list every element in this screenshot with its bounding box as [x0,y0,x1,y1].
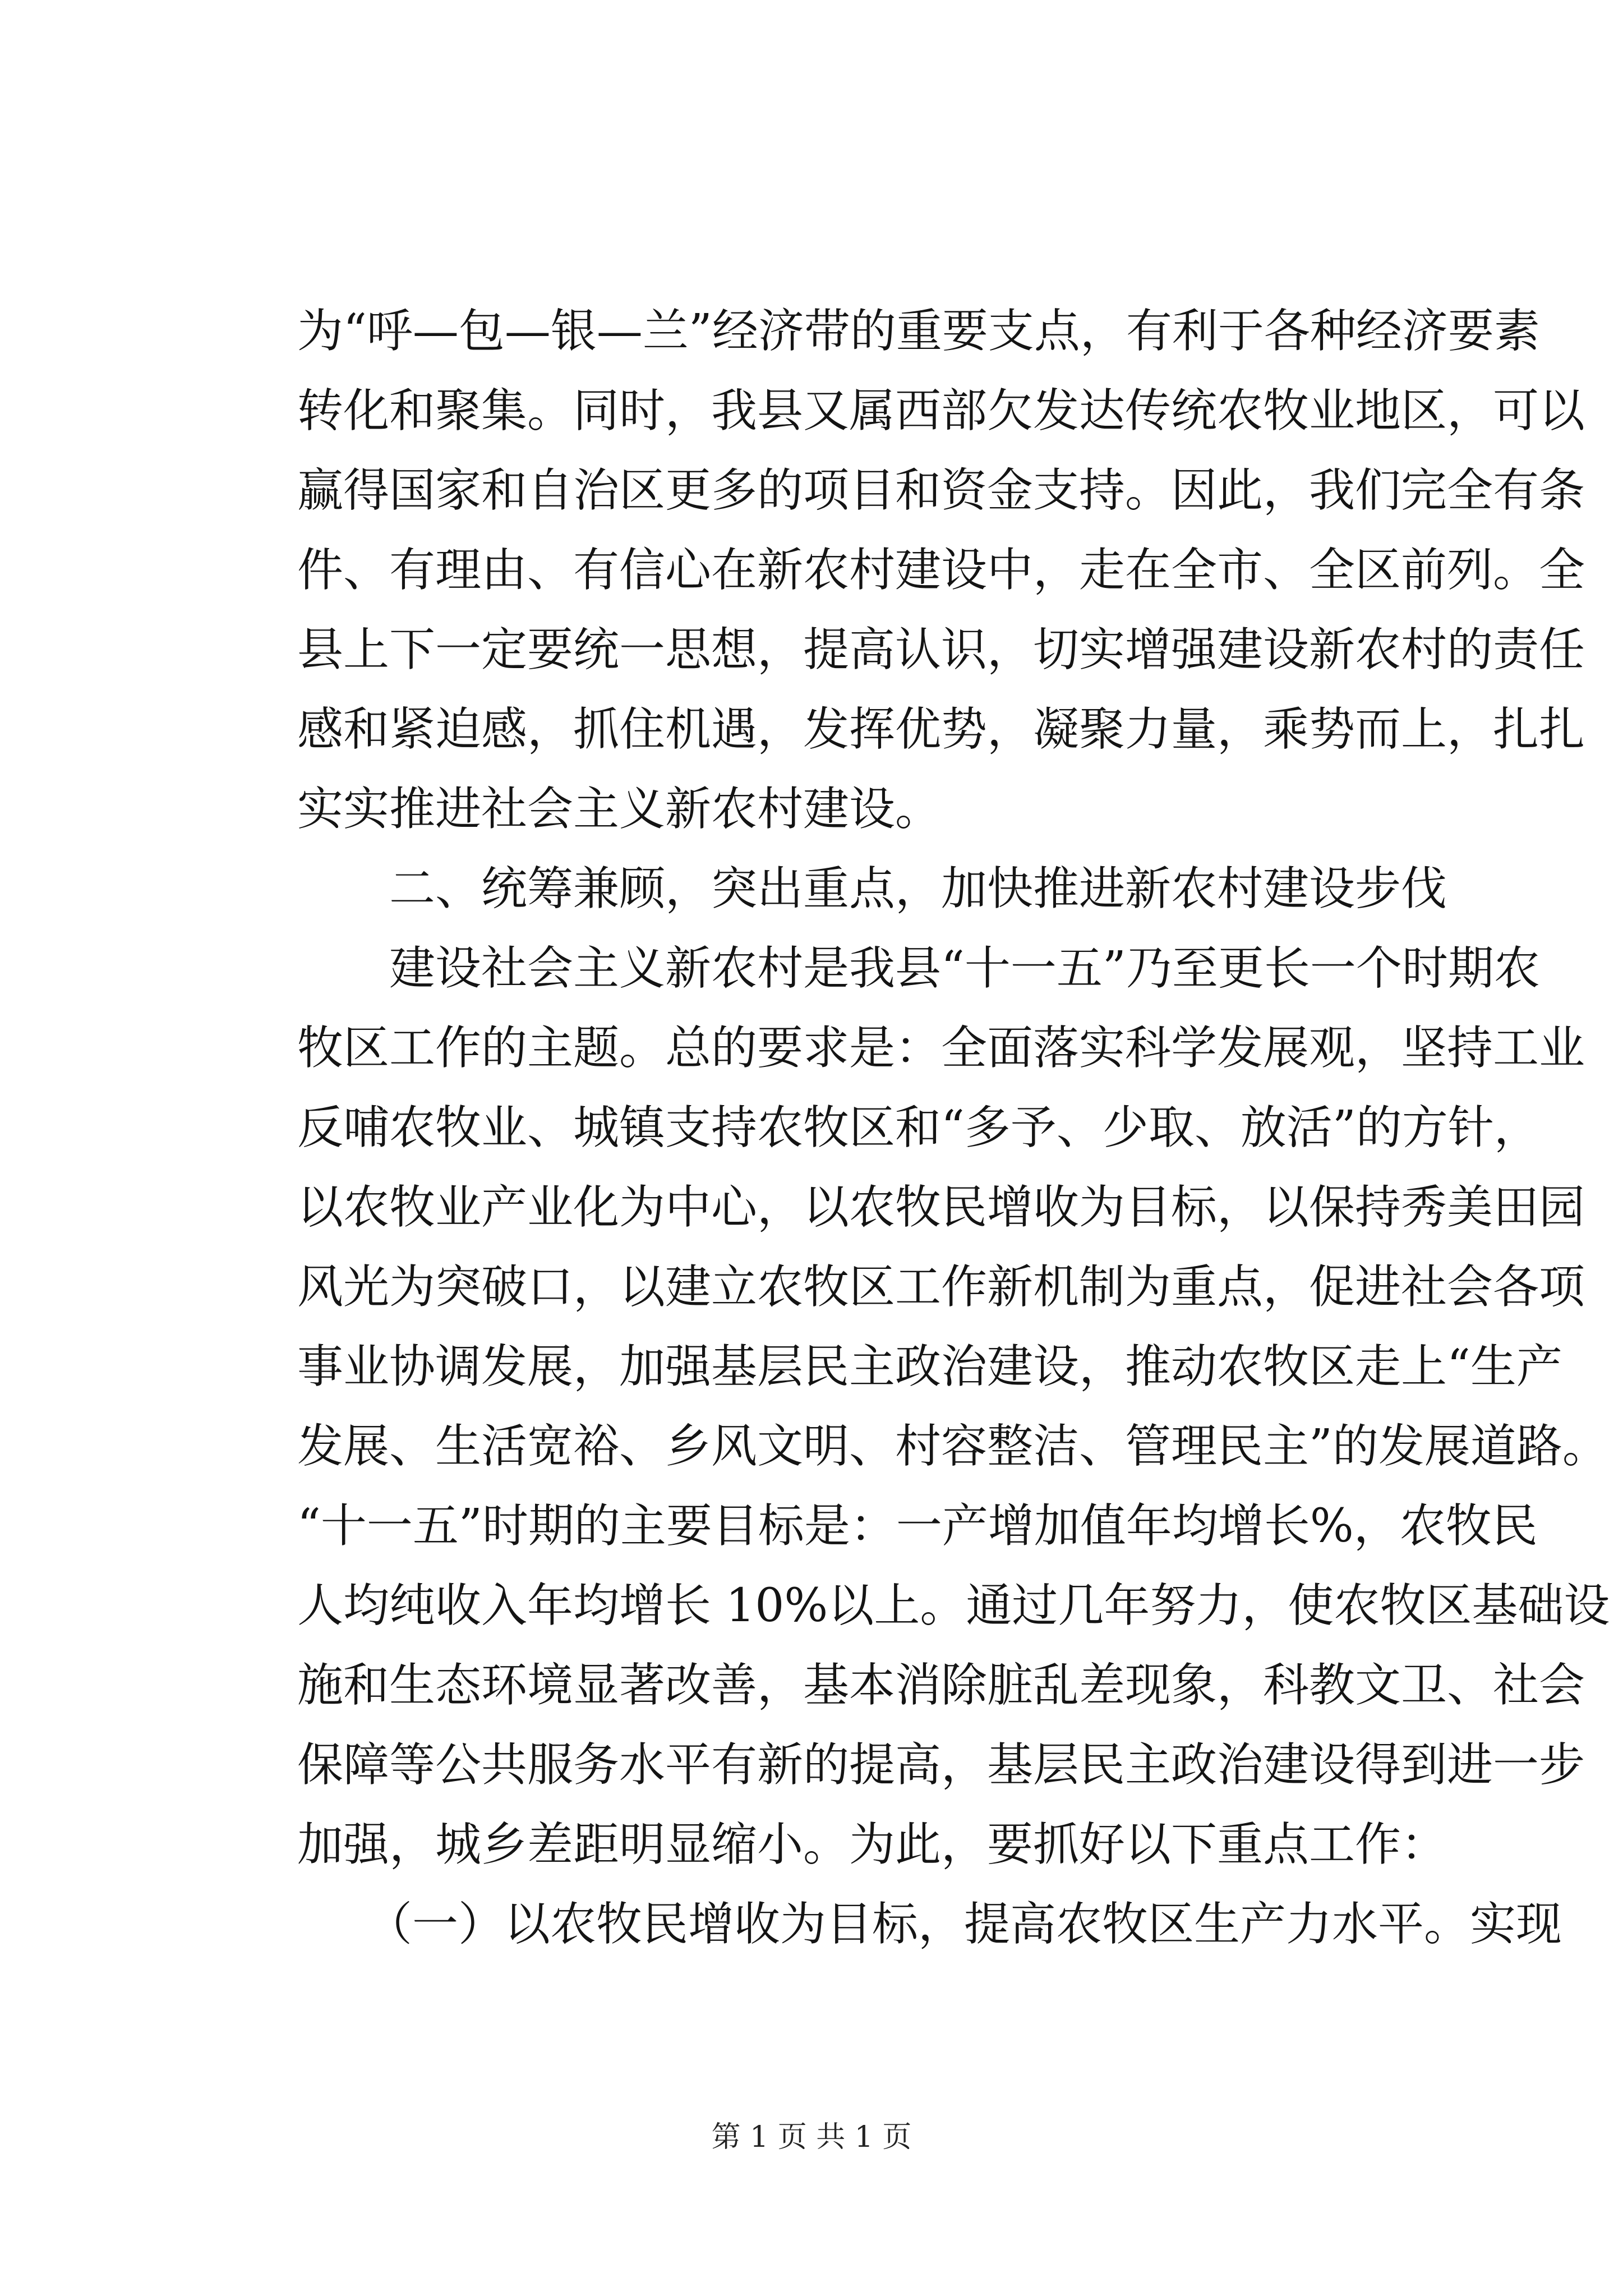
text-line: 风光为突破口，以建立农牧区工作新机制为重点，促进社会各项 [297,1260,1585,1314]
text-line: 施和生态环境显著改善，基本消除脏乱差现象，科教文卫、社会 [297,1659,1585,1712]
text-line: 实实推进社会主义新农村建设。 [297,783,942,836]
text-line: 为“呼—包—银—兰”经济带的重要支点，有利于各种经济要素 [297,305,1540,358]
text-line: 事业协调发展，加强基层民主政治建设，推动农牧区走上“生产 [297,1340,1562,1393]
section-heading: 二、统筹兼顾，突出重点，加快推进新农村建设步伐 [297,862,1447,915]
text-line: 牧区工作的主题。总的要求是：全面落实科学发展观，坚持工业 [297,1022,1585,1075]
text-line: 人均纯收入年均增长 10%以上。通过几年努力，使农牧区基础设 [297,1579,1610,1632]
subsection-heading: （一）以农牧民增收为目标，提高农牧区生产力水平。实现 [297,1898,1562,1951]
text-line: 感和紧迫感，抓住机遇，发挥优势，凝聚力量，乘势而上，扎扎 [297,703,1585,756]
text-line: 赢得国家和自治区更多的项目和资金支持。因此，我们完全有条 [297,464,1585,517]
text-line: 加强，城乡差距明显缩小。为此，要抓好以下重点工作： [297,1818,1447,1871]
text-line: 转化和聚集。同时，我县又属西部欠发达传统农牧业地区，可以 [297,384,1585,438]
text-line: 反哺农牧业、城镇支持农牧区和“多予、少取、放活”的方针， [297,1101,1540,1154]
text-line: 件、有理由、有信心在新农村建设中，走在全市、全区前列。全 [297,544,1585,597]
page-number-footer: 第 1 页 共 1 页 [711,2120,912,2154]
text-line: 县上下一定要统一思想，提高认识，切实增强建设新农村的责任 [297,623,1585,677]
text-line: 以农牧业产业化为中心，以农牧民增收为目标，以保持秀美田园 [297,1181,1585,1234]
text-line: 建设社会主义新农村是我县“十一五”乃至更长一个时期农 [297,942,1540,995]
text-line: 保障等公共服务水平有新的提高，基层民主政治建设得到进一步 [297,1738,1585,1792]
document-body [297,292,1610,1964]
text-line: “十一五”时期的主要目标是：一产增加值年均增长%，农牧民 [297,1499,1538,1553]
text-line: 发展、生活宽裕、乡风文明、村容整洁、管理民主”的发展道路。 [297,1420,1608,1473]
